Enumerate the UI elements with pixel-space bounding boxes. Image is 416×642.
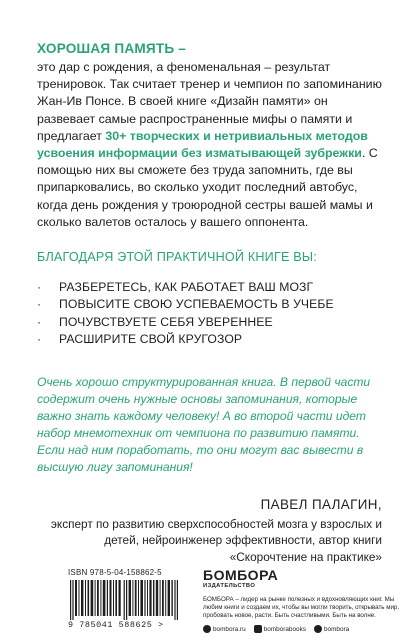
review-quote: Очень хорошо структурированная книга. В первой части содержит очень нужные основы запоминания, которые важно знать каждому человеку! А во второй части идет набор мнемотехник от чемпиона по развитию памяти. Если над ним поработать, то они могут вас вывести в высшую лигу запоминания! (37, 375, 371, 475)
globe-icon (203, 625, 211, 633)
bullet-icon: · (37, 314, 42, 329)
author-description: эксперт по развитию сверхспособностей мозга у взрослых и детей, нейроинженер эффективности, автор книги «Скорочтение на практике» (50, 517, 382, 564)
benefit-text: ПОВЫСИТЕ СВОЮ УСПЕВАЕМОСТЬ В УЧЕБЕ (59, 297, 334, 312)
review-author (37, 496, 382, 565)
intro-text-2: . С помощью них вы сможете без труда запомнить, где вы припарковались, во сколько уходит последний автобус, когда день рождения у троюродной сестры вашей мамы и сколько валетов осталось у вашего оппонента. (37, 146, 378, 229)
bullet-icon: · (37, 280, 42, 295)
barcode-digits: 9 785041 588625 > (68, 620, 164, 630)
social-link[interactable] (314, 625, 349, 634)
section-title: БЛАГОДАРЯ ЭТОЙ ПРАКТИЧНОЙ КНИГЕ ВЫ: (37, 250, 317, 265)
intro-text-1: это дар с рождения, а феноменальная – результат тренировок. Так считает тренер и чемпион по запоминанию Жан-Ив Понсе. В своей книге «Дизайн памяти» он развевает самые распространенные мифы о памяти и предлагает (37, 60, 382, 143)
barcode-block (68, 568, 184, 630)
telegram-icon (314, 625, 322, 633)
footer (68, 568, 398, 642)
benefit-text: РАЗБЕРЕТЕСЬ, КАК РАБОТАЕТ ВАШ МОЗГ (59, 280, 314, 295)
list-item (37, 331, 382, 348)
benefit-text: РАСШИРИТЕ СВОЙ КРУГОЗОР (59, 331, 243, 346)
vk-icon (254, 625, 262, 633)
social-label: bombora (323, 625, 350, 633)
social-links (203, 625, 403, 634)
list-item (37, 314, 382, 331)
bullet-icon: · (37, 297, 42, 312)
intro-highlight: 30+ творческих и нетривиальных методов усвоения информации без изматывающей зубрежки (37, 128, 368, 161)
publisher-logo: БОМБОРА (203, 567, 279, 583)
barcode-icon (68, 580, 184, 620)
social-label: bombora.ru (213, 625, 246, 633)
publisher-block (203, 568, 403, 634)
social-link[interactable] (254, 625, 306, 634)
headline: ХОРОШАЯ ПАМЯТЬ – (37, 41, 187, 56)
list-item (37, 296, 382, 313)
author-name: ПАВЕЛ ПАЛАГИН, (260, 497, 382, 513)
isbn: ISBN 978-5-04-158862-5 (68, 568, 162, 577)
list-item (37, 279, 382, 296)
benefits-list (37, 279, 382, 348)
benefit-text: ПОЧУВСТВУЕТЕ СЕБЯ УВЕРЕННЕЕ (59, 314, 273, 329)
bullet-icon: · (37, 331, 42, 346)
publisher-sub: ИЗДАТЕЛЬСТВО (203, 583, 256, 589)
intro-paragraph (37, 59, 382, 231)
social-link[interactable] (203, 625, 246, 634)
social-label: bomborabooks (263, 625, 306, 633)
publisher-description: БОМБОРА – лидер на рынке полезных и вдохновляющих книг. Мы любим книги и создаем их, чтобы вы могли творить, открывать мир, пробовать новое, расти. Быть счастливыми. Быть на волне. (203, 596, 400, 620)
